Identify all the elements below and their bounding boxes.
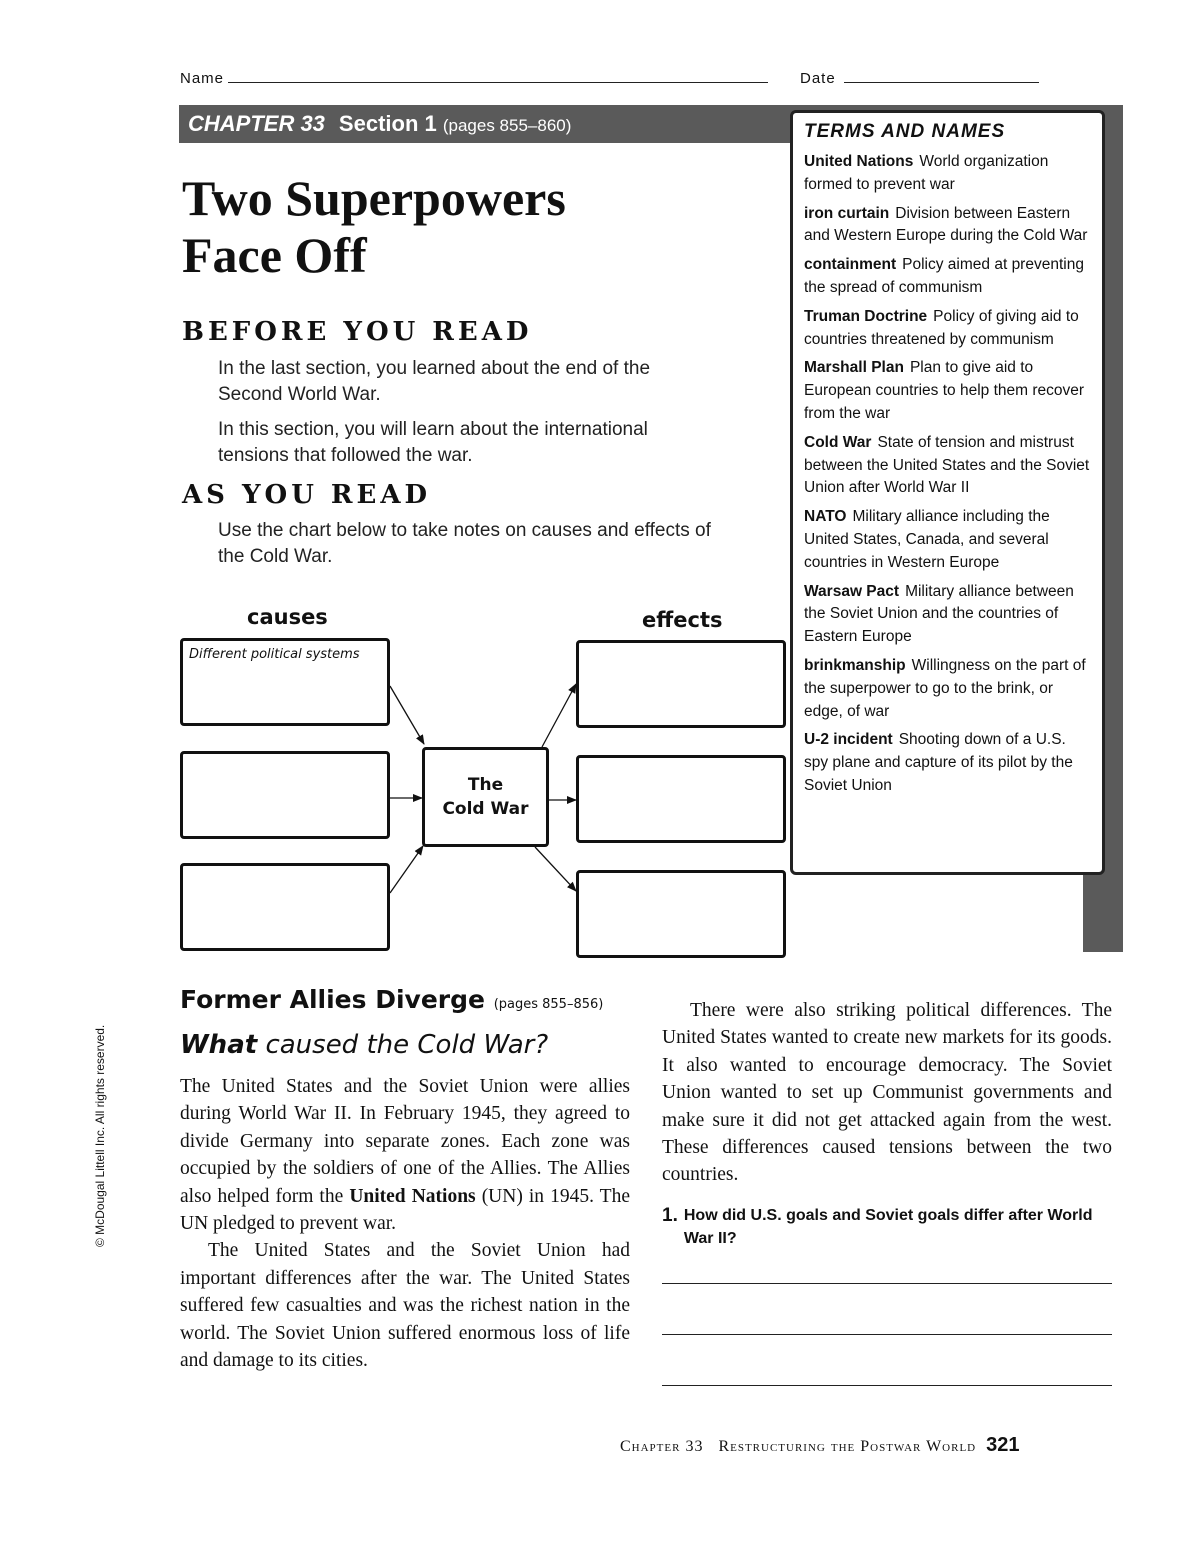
as-you-read-paragraph: Use the chart below to take notes on causes and effects of the Cold War.	[218, 520, 711, 567]
section-heading	[180, 985, 603, 1014]
term-name: U-2 incident	[804, 731, 893, 749]
cold-war-label-line-1: The	[467, 775, 504, 795]
section-heading-pages: (pages 855–856)	[493, 997, 604, 1012]
body-column-2	[662, 997, 1112, 1189]
body-paragraph-1: The United States and the Soviet Union were allies during World War II. In February 1945, they agreed to divide Germany into separate zones. Each zone was occupied by the soldiers of one of the Allies. The Allies also helped form the United Nations (UN) in 1945. The UN pledged to prevent war.	[180, 1076, 630, 1235]
before-you-read-paragraph-1: In the last section, you learned about the end of the Second World War.	[218, 358, 651, 405]
term-name: Truman Doctrine	[804, 307, 928, 325]
chapter-number: CHAPTER 33	[188, 111, 325, 136]
arrow-cause-3	[390, 846, 423, 893]
term-definition: Shooting down of a U.S. spy plane and capture of its pilot by the Soviet Union	[804, 731, 1073, 794]
causes-label: causes	[247, 605, 328, 629]
section-heading-text: Former Allies Diverge	[180, 985, 485, 1014]
cause-box-1-note: Different political systems	[189, 647, 360, 662]
section-question-text: caused the Cold War?	[265, 1030, 549, 1060]
term-definition: Military alliance including the United States, Canada, and several countries in Western Europe	[804, 508, 1050, 571]
term-definition: Military alliance between the Soviet Union and the countries of Eastern Europe	[804, 582, 1074, 646]
term-name: iron curtain	[804, 204, 890, 222]
name-label: Name	[180, 70, 225, 87]
term-definition: Policy aimed at preventing the spread of communism	[804, 256, 1084, 296]
body-paragraph-2: The United States and the Soviet Union had important differences after the war. The United States suffered few casualties and was the richest nation in the world. The Soviet Union suffered enormous loss of life and damage to its cities.	[180, 1240, 630, 1372]
section-number: Section 1	[338, 111, 437, 136]
arrow-effect-3	[535, 847, 576, 891]
date-label: Date	[800, 70, 836, 87]
review-question-1	[662, 1204, 1102, 1250]
answer-line-3[interactable]	[662, 1385, 1112, 1386]
arrow-effect-1	[542, 684, 576, 747]
answer-line-1[interactable]	[662, 1283, 1112, 1284]
term-definition: World organization formed to prevent war	[804, 153, 1049, 193]
term-definition: Willingness on the part of the superpower to go to the brink, or edge, of war	[804, 656, 1086, 720]
arrow-cause-1	[390, 686, 424, 744]
footer-running-title: Chapter 33 Restructuring the Postwar World	[620, 1438, 977, 1455]
term-name: containment	[804, 256, 897, 274]
page-title-line-1: Two Superpowers	[182, 170, 566, 226]
terms-title: TERMS AND NAMES	[804, 121, 1006, 142]
term-definition: Policy of giving aid to countries threatened by communism	[804, 307, 1079, 348]
section-question	[180, 1030, 548, 1060]
term-definition: Division between Eastern and Western Europe during the Cold War	[804, 204, 1088, 245]
term-name: brinkmanship	[804, 656, 906, 674]
term-name: United Nations	[804, 153, 914, 170]
before-you-read-paragraph-2: In this section, you will learn about the international tensions that followed the war.	[218, 419, 648, 466]
page-title-line-2: Face Off	[182, 227, 367, 283]
section-pages: (pages 855–860)	[442, 116, 572, 135]
body-column-1	[180, 1073, 630, 1374]
term-name: Warsaw Pact	[804, 582, 900, 600]
section-question-emphasis: What	[180, 1030, 258, 1060]
term-name: Cold War	[804, 433, 872, 451]
before-you-read-heading: BEFORE YOU READ	[182, 317, 533, 347]
term-name: NATO	[804, 508, 847, 526]
term-definition: Plan to give aid to European countries to help them recover from the war	[804, 359, 1085, 422]
term-name: Marshall Plan	[804, 359, 904, 377]
review-question-text: How did U.S. goals and Soviet goals differ after World War II?	[683, 1207, 1093, 1247]
page-footer	[620, 1434, 1020, 1457]
page-number: 321	[986, 1434, 1020, 1456]
review-question-number: 1.	[662, 1205, 678, 1226]
term-definition: State of tension and mistrust between the United States and the Soviet Union after World War II	[804, 433, 1090, 497]
answer-line-2[interactable]	[662, 1334, 1112, 1335]
cold-war-label-line-2: Cold War	[442, 799, 529, 819]
copyright-notice: © McDougal Littell Inc. All rights reserved.	[93, 1024, 107, 1247]
united-nations-term: United Nations	[349, 1185, 476, 1207]
effects-label: effects	[642, 608, 723, 632]
as-you-read-heading: AS YOU READ	[182, 480, 432, 510]
body-paragraph-3: There were also striking political differences. The United States wanted to create new markets for its goods. It also wanted to encourage democracy. The Soviet Union wanted to set up Communist governments and make sure it did not get attacked again from the west. These differences caused tensions between the two countries.	[662, 1000, 1112, 1186]
